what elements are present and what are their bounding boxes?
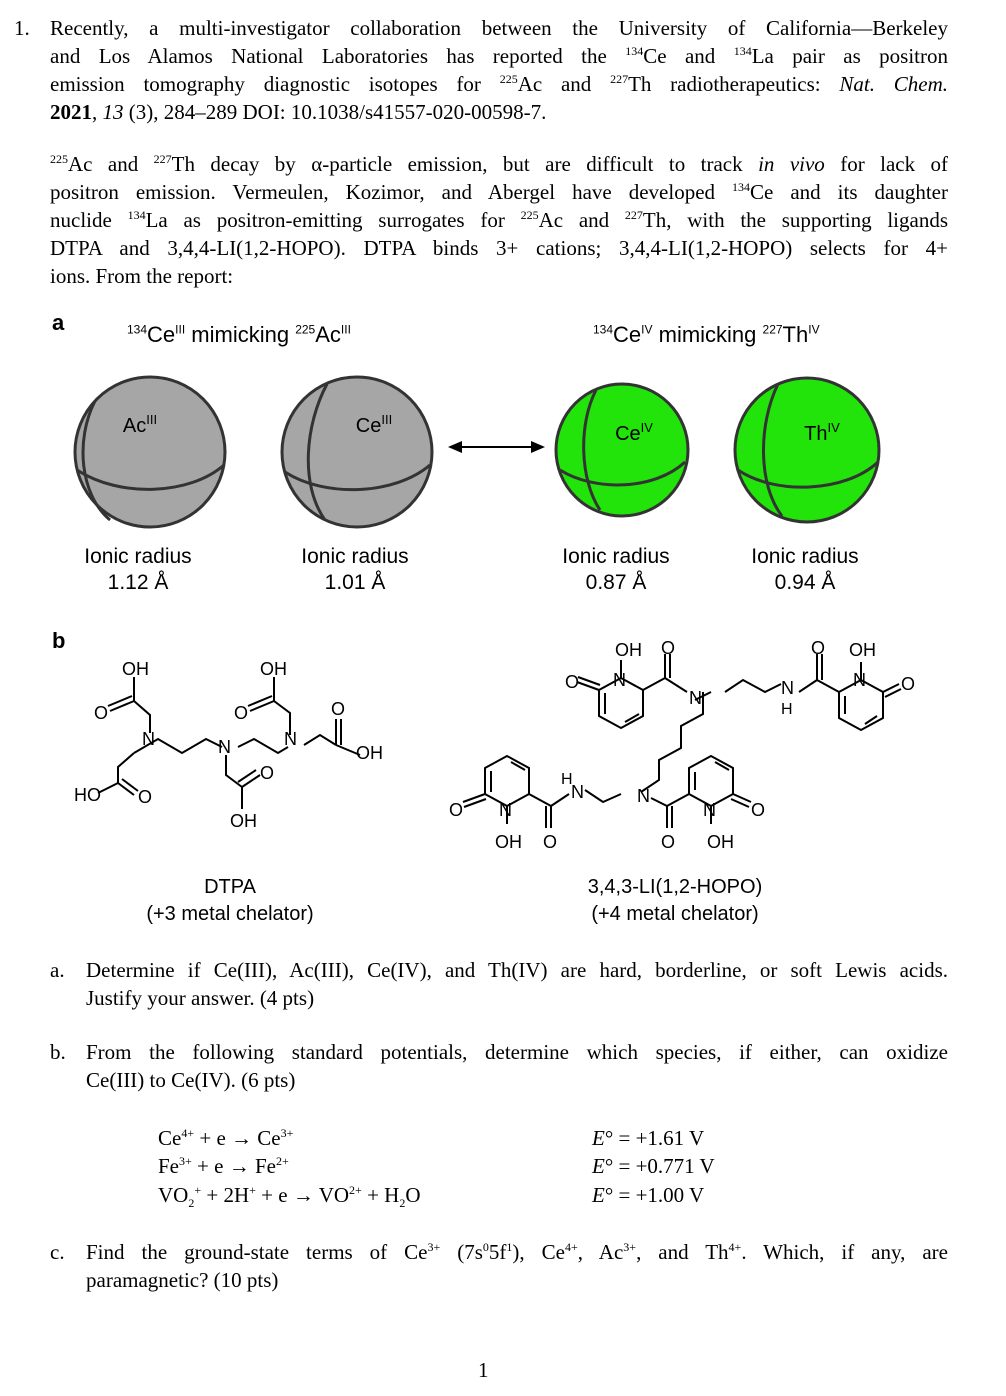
- radius-ce3: Ionic radius 1.01 Å: [301, 545, 409, 594]
- dtpa-o-2: O: [138, 787, 153, 807]
- sphere-ac3-label: $Ac^{III}$: [122, 412, 158, 437]
- hopo-oh-1: OH: [615, 640, 642, 660]
- part-a-label: a.: [50, 958, 65, 982]
- context-paragraph: [50, 150, 948, 290]
- radius-ac3: Ionic radius 1.12 Å: [84, 545, 192, 594]
- context-line-2: positron emission. Vermeulen, Kozimor, and Abergel have developed $^{134}$Ce and its daughter: [50, 180, 948, 204]
- hopo-o-8: O: [751, 800, 766, 820]
- hopo-oh-3: OH: [495, 832, 522, 852]
- title-ce3-mimicking-ac3: $^{134}Ce^{III}$ mimicking $^{225}Ac^{III}$: [127, 322, 351, 347]
- hopo-n-8: N: [703, 800, 716, 820]
- dtpa-o-4: O: [234, 703, 249, 723]
- panel-b-label: b: [52, 628, 66, 653]
- radius-th4: Ionic radius 0.94 Å: [751, 545, 859, 594]
- sphere-ce3-label: $Ce^{III}$: [355, 412, 393, 437]
- potential-1-value: E° = +1.61 V: [592, 1126, 705, 1150]
- hopo-oh-4: OH: [707, 832, 734, 852]
- intro-paragraph: [50, 14, 948, 126]
- dtpa-o-1: O: [94, 703, 109, 723]
- sphere-th4-body: [735, 378, 879, 522]
- potential-2-value: E° = +0.771 V: [592, 1154, 715, 1178]
- part-b-line-2: Ce(III) to Ce(IV). (6 pts): [86, 1068, 296, 1092]
- part-b-text: [86, 1038, 948, 1094]
- sphere-ce4-label: $Ce^{IV}$: [615, 420, 653, 445]
- hopo-n-5: N: [499, 800, 512, 820]
- hopo-o-3: O: [811, 638, 826, 658]
- potential-3-equation: $VO_2^+ + 2H^+ + e \to VO^{2+} + H_2O$: [158, 1183, 421, 1211]
- hopo-caption: 3,4,3-LI(1,2-HOPO) (+4 metal chelator): [587, 876, 763, 925]
- potential-2-equation: $Fe^{3+} + e \to Fe^{2+}$: [158, 1154, 289, 1178]
- part-c-line-1: Find the ground-state terms of $Ce^{3+}$ $(7s^05f^1)$, $Ce^{4+}$, $Ac^{3+}$, and $Th^{4+}$. Which, if any, are: [86, 1240, 948, 1264]
- hopo-o-1: O: [661, 638, 676, 658]
- potential-1-equation: $Ce^{4+} + e \to Ce^{3+}$: [158, 1126, 294, 1150]
- sphere-ce3: [282, 377, 432, 527]
- part-a-text: [86, 956, 948, 1012]
- context-line-1: $^{225}$Ac and $^{227}$Th decay by α-particle emission, but are difficult to track in vivo for lack of: [50, 152, 949, 176]
- dtpa-n-3: N: [284, 729, 297, 749]
- panel-a-label: a: [52, 310, 65, 335]
- sphere-ce4: [556, 384, 688, 516]
- intro-line-1: Recently, a multi-investigator collaboration between the University of California—Berkeley: [50, 16, 948, 40]
- hopo-n-4: N: [853, 670, 866, 690]
- hopo-o-7: O: [661, 832, 676, 852]
- dtpa-caption: DTPA (+3 metal chelator): [146, 876, 314, 925]
- hopo-structure: [425, 630, 925, 860]
- part-c-label: c.: [50, 1240, 65, 1264]
- radius-ce4: Ionic radius 0.87 Å: [562, 545, 670, 594]
- double-arrow: [448, 441, 545, 453]
- context-line-5: ions. From the report:: [50, 264, 234, 288]
- part-a-line-1: Determine if Ce(III), Ac(III), Ce(IV), and Th(IV) are hard, borderline, or soft Lewis acids.: [86, 958, 948, 982]
- dtpa-structure: [70, 655, 410, 835]
- title-ce4-mimicking-th4: $^{134}Ce^{IV}$ mimicking $^{227}Th^{IV}$: [593, 322, 820, 347]
- hopo-n-2: N: [689, 688, 702, 708]
- part-b-line-1: From the following standard potentials, determine which species, if either, can oxidize: [86, 1040, 948, 1064]
- hopo-h-2: H: [561, 771, 573, 788]
- dtpa-oh-2: OH: [230, 811, 257, 831]
- dtpa-o-3: O: [260, 763, 275, 783]
- context-line-4: DTPA and 3,4,4-LI(1,2-HOPO). DTPA binds 3+ cations; 3,4,4-LI(1,2-HOPO) selects for 4+: [50, 236, 948, 260]
- spheres-figure: [0, 370, 1006, 540]
- dtpa-ho: HO: [74, 785, 101, 805]
- page-number: 1: [478, 1358, 489, 1382]
- hopo-oh-2: OH: [849, 640, 876, 660]
- hopo-o-4: O: [901, 674, 916, 694]
- dtpa-n-1: N: [142, 729, 155, 749]
- hopo-o-6: O: [543, 832, 558, 852]
- part-b-label: b.: [50, 1040, 66, 1064]
- sphere-th4: [735, 378, 879, 522]
- part-c-text: [86, 1238, 948, 1294]
- hopo-n-7: N: [637, 786, 650, 806]
- question-number: 1.: [14, 16, 30, 40]
- hopo-n-1: N: [613, 670, 626, 690]
- sphere-th4-label: $Th^{IV}$: [804, 420, 840, 445]
- dtpa-o-5: O: [331, 699, 346, 719]
- intro-line-2: and Los Alamos National Laboratories has reported the $^{134}$Ce and $^{134}$La pair as positron: [50, 44, 949, 68]
- sphere-ac3: [75, 377, 225, 527]
- dtpa-oh-3: OH: [260, 659, 287, 679]
- intro-line-4: 2021, 13 (3), 284–289 DOI: 10.1038/s41557-020-00598-7.: [50, 100, 547, 124]
- part-a-line-2: Justify your answer. (4 pts): [86, 986, 315, 1010]
- hopo-o-5: O: [449, 800, 464, 820]
- potential-3-value: E° = +1.00 V: [592, 1183, 705, 1207]
- sphere-ce4-body: [556, 384, 688, 516]
- context-line-3: nuclide $^{134}$La as positron-emitting surrogates for $^{225}$Ac and $^{227}$Th, with the supporting ligands: [50, 208, 948, 232]
- sphere-ce3-body: [282, 377, 432, 527]
- dtpa-n-2: N: [218, 737, 231, 757]
- intro-line-3: emission tomography diagnostic isotopes for $^{225}$Ac and $^{227}$Th radiotherapeutics: Nat. Chem.: [50, 72, 949, 96]
- part-c-line-2: paramagnetic? (10 pts): [86, 1268, 279, 1292]
- hopo-o-2: O: [565, 672, 580, 692]
- hopo-n-6: N: [571, 782, 584, 802]
- dtpa-oh-1: OH: [122, 659, 149, 679]
- hopo-n-3: N: [781, 678, 794, 698]
- dtpa-oh-4: OH: [356, 743, 383, 763]
- hopo-h-1: H: [781, 701, 793, 718]
